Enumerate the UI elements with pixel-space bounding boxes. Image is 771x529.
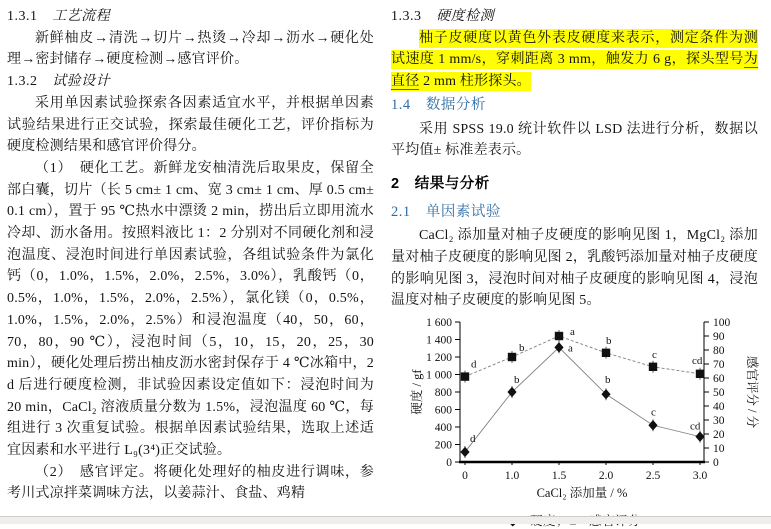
highlight-segment: 柚子皮硬度以黄色外表皮硬度来表示，测定条件为测试速度 1 mm/s，穿刺距离 3 mm，触发力 6 g，探头型号 [391, 30, 758, 68]
paragraph-experiment-design: 采用单因素试验探索各因素适宜水平，并根据单因素试验结果进行正交试验，探索最佳硬化工艺，评价指标为硬度检测结果和感官评价得分。 [7, 95, 374, 155]
svg-text:硬度 / gf: 硬度 / gf [410, 369, 424, 415]
right-column [391, 6, 758, 517]
section-title: 结果与分析 [414, 175, 490, 192]
svg-text:a: a [570, 326, 575, 339]
svg-text:1 400: 1 400 [426, 334, 452, 347]
section-number: 1.3.3 [391, 9, 422, 24]
svg-text:cd: cd [690, 420, 701, 433]
highlighted-text [391, 29, 758, 91]
section-heading-2-1 [391, 202, 758, 224]
svg-text:b: b [605, 374, 611, 387]
svg-text:cd: cd [692, 354, 703, 367]
section-number: 1.3.2 [7, 74, 38, 90]
section-heading-1-3-3 [391, 6, 758, 28]
svg-text:b: b [606, 334, 612, 347]
svg-text:0: 0 [446, 457, 452, 470]
svg-text:a: a [568, 342, 573, 355]
svg-text:d: d [471, 358, 477, 371]
svg-text:80: 80 [713, 345, 725, 358]
svg-text:60: 60 [713, 373, 725, 386]
svg-text:50: 50 [713, 387, 725, 400]
svg-text:b: b [514, 374, 520, 387]
svg-text:40: 40 [713, 401, 725, 414]
paragraph-single-factor-results: CaCl₂ 添加量对柚子皮硬度的影响见图 1，MgCl₂ 添加量对柚子皮硬度的影响见图 2，乳酸钙添加量对柚子皮硬度的影响见图 3，浸泡时间对柚子皮硬度的影响见图 4，浸泡温度对柚子皮硬度的影响见图 5。 [391, 228, 758, 309]
svg-text:20: 20 [713, 429, 725, 442]
section-heading-2 [391, 174, 758, 196]
paragraph-process-flow: 新鲜柚皮→清洗→切片→热烫→冷却→沥水→硬化处理→密封储存→硬度检测→感官评价。 [7, 30, 374, 68]
section-title: 硬度检测 [436, 9, 495, 24]
svg-text:0: 0 [462, 470, 468, 483]
viewer-background-strip [0, 516, 771, 524]
figure-1-chart [391, 316, 759, 508]
grammar-underline-segment: 为直径 [391, 52, 758, 90]
svg-text:1.5: 1.5 [551, 470, 567, 483]
svg-text:100: 100 [713, 317, 731, 330]
svg-text:800: 800 [434, 387, 452, 400]
paragraph-sensory-evaluation: （2） 感官评定。将硬化处理好的柚皮进行调味，参考川式凉拌菜调味方法，以姜蒜汁、食盐、鸡精 [7, 464, 374, 502]
section-title: 数据分析 [425, 96, 486, 113]
svg-text:b: b [519, 342, 525, 355]
section-number: 2.1 [391, 203, 411, 220]
svg-text:200: 200 [434, 439, 452, 452]
svg-text:90: 90 [713, 331, 725, 344]
section-heading-1-3-1 [7, 6, 374, 28]
section-title: 工艺流程 [52, 9, 111, 24]
svg-text:1 000: 1 000 [426, 369, 452, 382]
svg-text:2.5: 2.5 [645, 470, 661, 483]
svg-text:1.0: 1.0 [504, 470, 520, 483]
svg-text:1 200: 1 200 [426, 352, 452, 365]
svg-text:d: d [470, 433, 476, 446]
section-number: 1.4 [391, 96, 411, 113]
paragraph-hardness-test [391, 28, 758, 93]
section-number: 2 [391, 175, 400, 192]
svg-text:感官评分 / 分: 感官评分 / 分 [745, 356, 759, 429]
svg-text:2.0: 2.0 [598, 470, 614, 483]
left-column [7, 6, 374, 517]
paragraph-data-analysis: 采用 SPSS 19.0 统计软件以 LSD 法进行分析，数据以平均值± 标准差表示。 [391, 121, 758, 159]
svg-text:c: c [652, 348, 657, 361]
paragraph-hardening-process: （1） 硬化工艺。新鲜龙安柚清洗后取果皮，保留全部白囊，切片（长 5 cm± 1 cm、宽 3 cm± 1 cm、厚 0.5 cm± 0.1 cm），置于 95 ℃热水中漂烫 2 min，捞出后立即用流水冷却、沥水备用。按照料液比 1：2 分别对不同硬化剂和浸泡温度、浸泡时间进行单因素试验，各组试验条件为氯化钙（0，1.0%，1.5%，2.0%，2.5%，3.0%），乳酸钙（0，0.5%，1.0%，1.5%，2.0%，2.5%），氯化镁（0，0.5%，1.0%，1.5%，2.0%，2.5%）和浸泡温度（40，50，60，70，80，90 ℃），浸泡时间（5，10，15，20，25，30 min），硬化处理后捞出柚皮沥水密封保存于 4 ℃冰箱中，2 d 后进行硬度检测，非试验因素设定值如下：浸泡时间为 20 min，CaCl₂ 溶液质量分数为 1.5%，浸泡温度 60 ℃，每组进行 3 次重复试验。根据单因素试验结果，选取上述适宜因素和水平进行 L₉(3⁴)正交试验。 [7, 160, 374, 459]
svg-text:70: 70 [713, 359, 725, 372]
highlight-segment: 2 mm 柱形探头。 [419, 74, 531, 90]
svg-text:1 600: 1 600 [426, 317, 452, 330]
svg-text:0: 0 [713, 457, 719, 470]
section-title: 试验设计 [52, 74, 111, 90]
section-title: 单因素试验 [425, 203, 501, 220]
section-heading-1-3-2 [7, 71, 374, 93]
section-heading-1-4 [391, 95, 758, 117]
figure-1 [391, 316, 758, 529]
svg-text:600: 600 [434, 404, 452, 417]
svg-text:10: 10 [713, 443, 725, 456]
svg-text:c: c [651, 406, 656, 419]
svg-text:400: 400 [434, 422, 452, 435]
svg-text:CaCl₂ 添加量 / %: CaCl₂ 添加量 / % [536, 486, 628, 501]
svg-text:30: 30 [713, 415, 725, 428]
section-number: 1.3.1 [7, 9, 38, 24]
svg-text:3.0: 3.0 [692, 470, 708, 483]
